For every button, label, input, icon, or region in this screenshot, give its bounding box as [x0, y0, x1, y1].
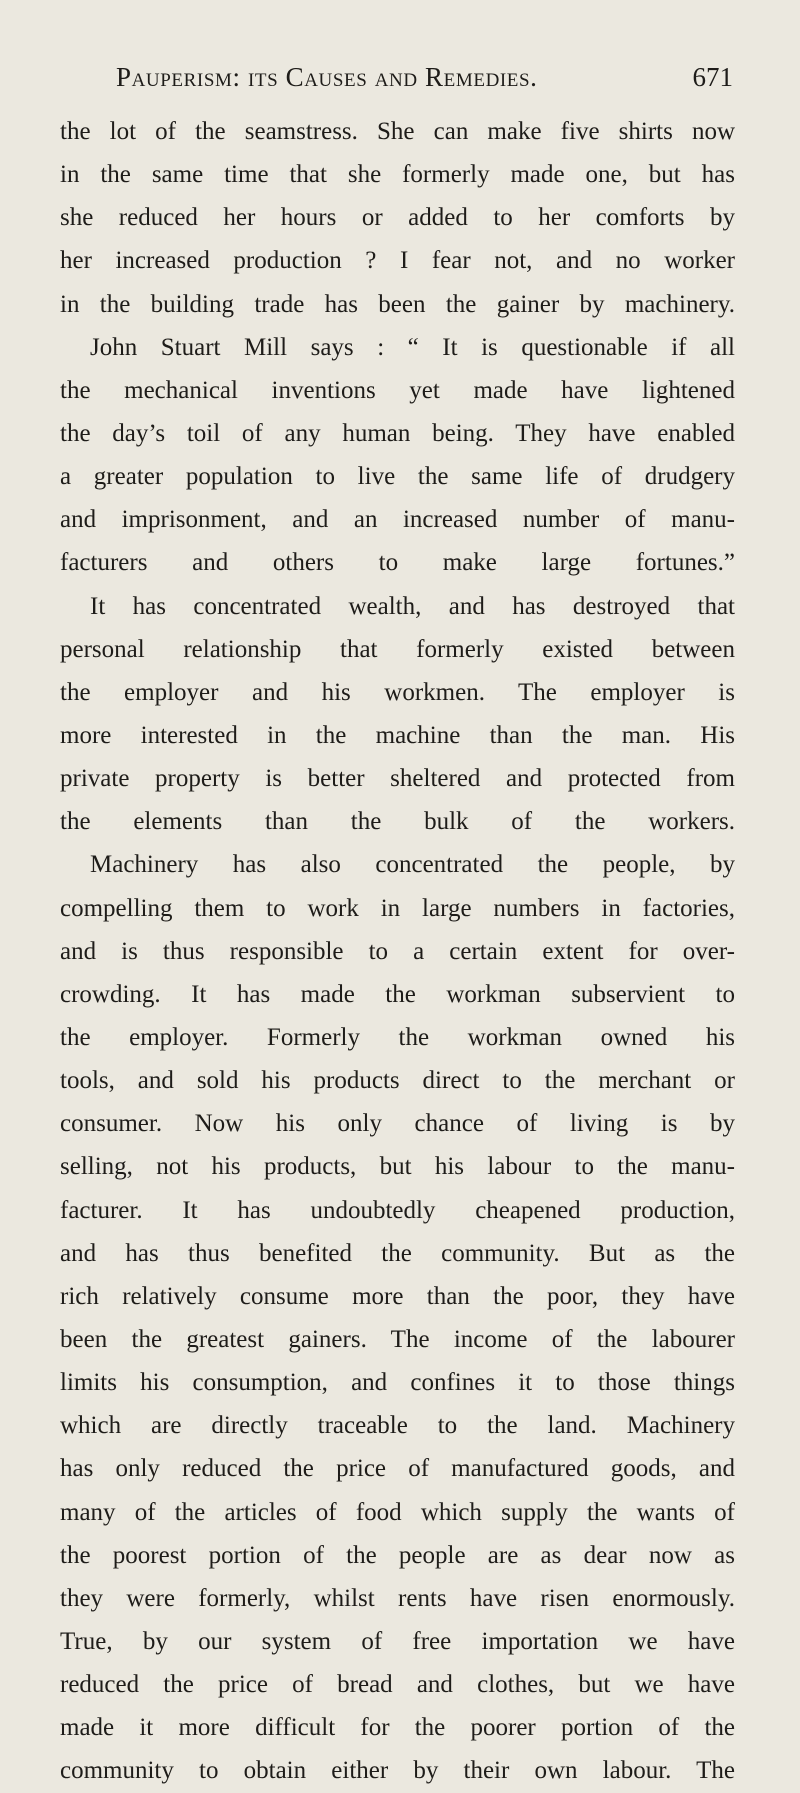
- text-line: facturers and others to make large fortunes.”: [60, 549, 735, 577]
- running-head: Pauperism: its Causes and Remedies.: [116, 62, 538, 92]
- page-number: 671: [692, 62, 733, 92]
- text-line: John Stuart Mill says : “ It is questionable if all: [90, 333, 735, 361]
- text-line: personal relationship that formerly existed between: [60, 635, 735, 663]
- text-line: limits his consumption, and confines it to those things: [60, 1369, 735, 1397]
- text-line: consumer. Now his only chance of living is by: [60, 1110, 735, 1138]
- text-line: they were formerly, whilst rents have risen enormously.: [60, 1584, 735, 1612]
- text-line: True, by our system of free importation we have: [60, 1627, 735, 1655]
- page-header: [100, 62, 733, 102]
- text-line: private property is better sheltered and protected from: [60, 765, 735, 793]
- text-line: in the same time that she formerly made one, but has: [60, 161, 735, 189]
- text-line: many of the articles of food which supply the wants of: [60, 1498, 735, 1526]
- text-line: the employer and his workmen. The employer is: [60, 678, 735, 706]
- text-line: and is thus responsible to a certain extent for over-: [60, 937, 735, 965]
- text-line: has only reduced the price of manufactured goods, and: [60, 1455, 735, 1483]
- text-line: rich relatively consume more than the poor, they have: [60, 1282, 735, 1310]
- text-line: the employer. Formerly the workman owned his: [60, 1023, 735, 1051]
- text-line: Machinery has also concentrated the people, by: [90, 851, 735, 879]
- text-line: reduced the price of bread and clothes, but we have: [60, 1671, 735, 1699]
- text-line: been the greatest gainers. The income of the labourer: [60, 1325, 735, 1353]
- text-line: tools, and sold his products direct to the merchant or: [60, 1067, 735, 1095]
- text-line: which are directly traceable to the land. Machinery: [60, 1412, 735, 1440]
- text-line: the poorest portion of the people are as dear now as: [60, 1541, 735, 1569]
- text-line: the lot of the seamstress. She can make five shirts now: [60, 118, 735, 145]
- text-line: made it more difficult for the poorer portion of the: [60, 1714, 735, 1742]
- text-line: she reduced her hours or added to her comforts by: [60, 204, 735, 232]
- text-line: community to obtain either by their own labour. The: [60, 1757, 735, 1785]
- text-line: the elements than the bulk of the workers.: [60, 808, 735, 836]
- text-line: and has thus benefited the community. But as the: [60, 1239, 735, 1267]
- text-line: her increased production ? I fear not, and no worker: [60, 247, 735, 275]
- text-line: and imprisonment, and an increased number of manu-: [60, 506, 735, 534]
- body-text: [60, 110, 735, 1792]
- text-line: in the building trade has been the gainer by machinery.: [60, 290, 735, 318]
- text-line: crowding. It has made the workman subservient to: [60, 980, 735, 1008]
- text-line: compelling them to work in large numbers in factories,: [60, 894, 735, 922]
- text-line: a greater population to live the same life of drudgery: [60, 463, 735, 491]
- text-line: facturer. It has undoubtedly cheapened production,: [60, 1196, 735, 1224]
- text-line: the mechanical inventions yet made have lightened: [60, 376, 735, 404]
- text-line: It has concentrated wealth, and has destroyed that: [90, 592, 735, 620]
- text-line: more interested in the machine than the man. His: [60, 721, 735, 749]
- text-line: the day’s toil of any human being. They have enabled: [60, 419, 735, 447]
- text-line: selling, not his products, but his labour to the manu-: [60, 1153, 735, 1181]
